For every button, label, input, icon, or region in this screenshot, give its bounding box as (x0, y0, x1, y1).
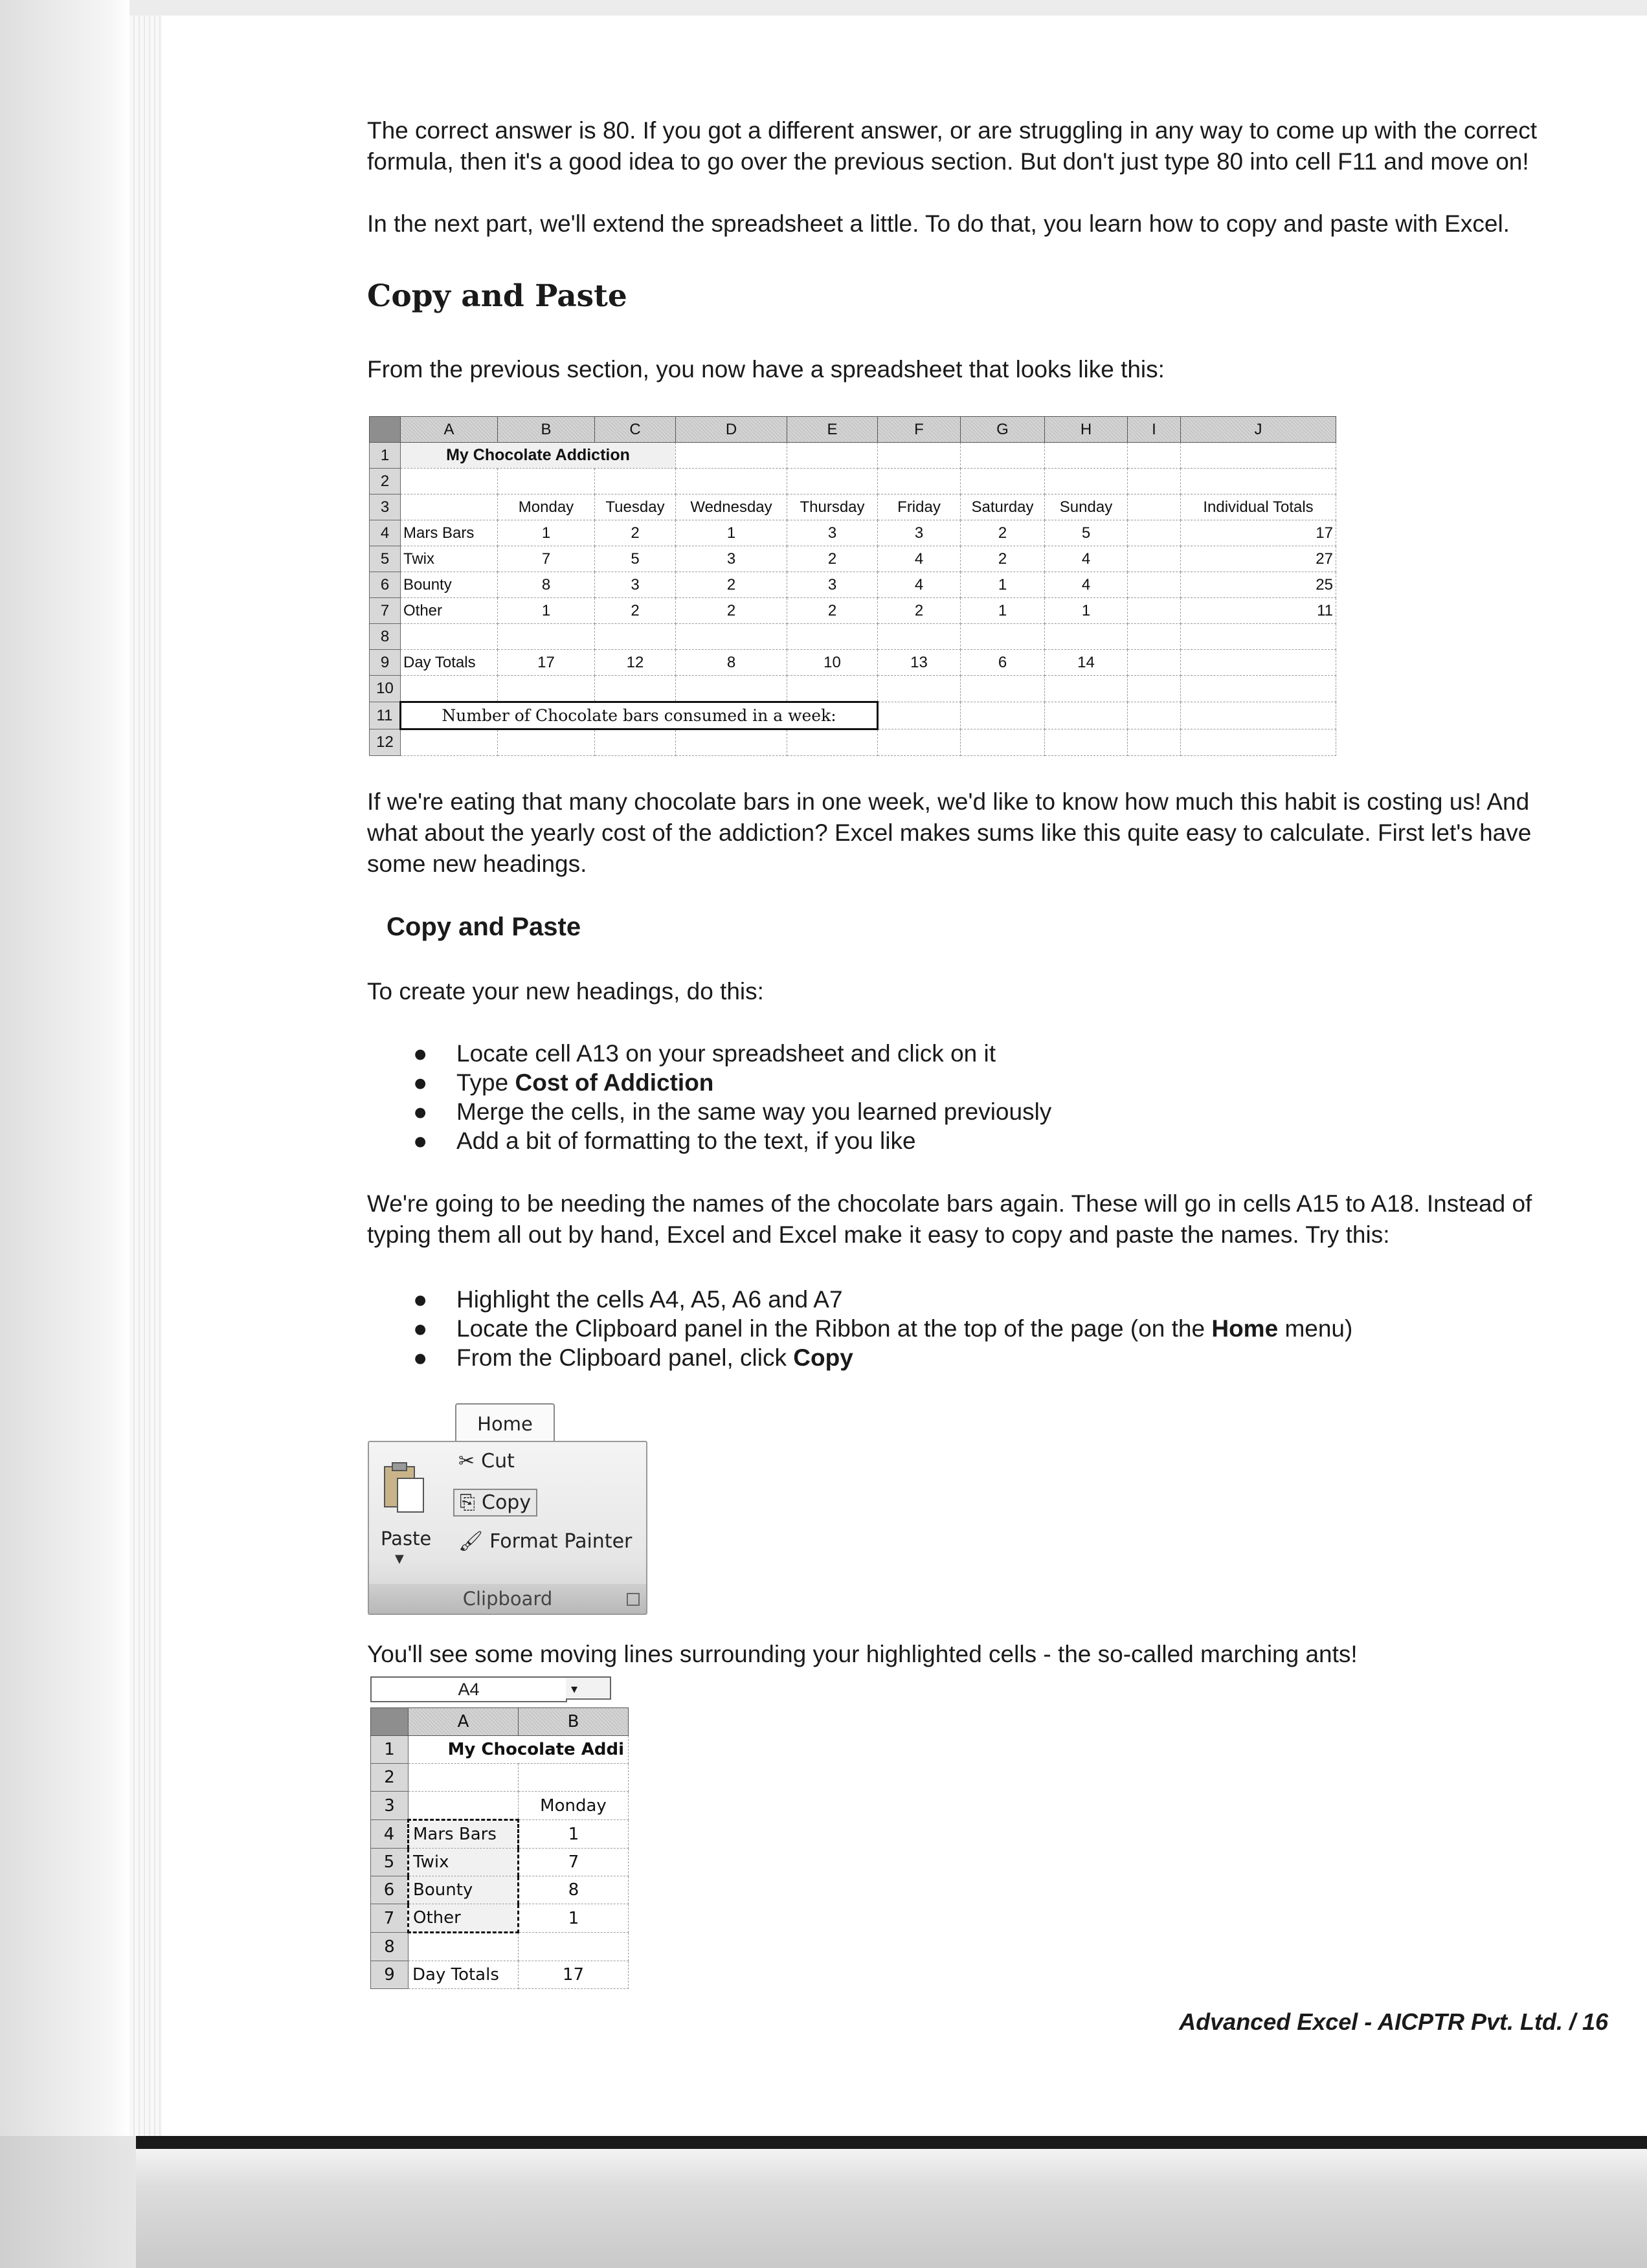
row-header[interactable]: 9 (370, 650, 401, 676)
value-cell[interactable]: 2 (676, 572, 787, 598)
label-cell[interactable]: Day Totals (409, 1961, 519, 1989)
paragraph-marching-ants: You'll see some moving lines surrounding your highlighted cells - the so-called marching ants! (367, 1641, 1358, 1667)
day-header-cell[interactable]: Saturday (961, 495, 1045, 520)
row-header[interactable]: 5 (371, 1849, 409, 1876)
list-item: ● Merge the cells, in the same way you learned previously (413, 1098, 1052, 1125)
column-header[interactable]: B (498, 417, 595, 443)
value-cell[interactable]: 8 (519, 1876, 629, 1904)
value-cell[interactable]: 4 (878, 572, 961, 598)
table-row (371, 1764, 629, 1792)
bullet-icon: ● (413, 1069, 428, 1096)
table-row (370, 572, 1336, 598)
value-cell[interactable]: 1 (961, 598, 1045, 624)
spreadsheet-chocolate (369, 416, 1336, 756)
intro-paragraph-1: The correct answer is 80. If you got a different answer, or are struggling in any way to come up with the correct formula, then it's a good idea to go over the previous section. But don't just type 80 into cell F11 and move on! (367, 117, 1538, 175)
intro-paragraph-2: In the next part, we'll extend the spreadsheet a little. To do that, you learn how to copy and paste with Excel. (367, 210, 1510, 237)
column-header[interactable]: I (1128, 417, 1181, 443)
value-cell[interactable]: 7 (498, 546, 595, 572)
bullet-icon: ● (413, 1128, 428, 1154)
table-row (371, 1849, 629, 1876)
bullet-icon: ● (413, 1098, 428, 1125)
sheet-title-cell[interactable]: My Chocolate Addiction (401, 443, 676, 469)
total-cell[interactable]: 11 (1181, 598, 1336, 624)
row-header[interactable]: 4 (371, 1820, 409, 1849)
row-header[interactable]: 5 (370, 546, 401, 572)
table-row (370, 443, 1336, 469)
table-row (371, 1820, 629, 1849)
scan-top-edge (0, 0, 1647, 16)
list-item: ● Locate cell A13 on your spreadsheet and click on it (413, 1040, 996, 1067)
subheading-copy-paste: Copy and Paste (387, 913, 581, 941)
row-header[interactable]: 4 (370, 520, 401, 546)
day-header-cell[interactable]: Thursday (787, 495, 878, 520)
day-total-cell[interactable]: 17 (519, 1961, 629, 1989)
label-cell[interactable]: Other (409, 1904, 519, 1933)
column-header[interactable]: A (401, 417, 498, 443)
row-header[interactable]: 6 (370, 572, 401, 598)
table-row (370, 598, 1336, 624)
value-cell[interactable]: 1 (1045, 598, 1128, 624)
list-item: ● Highlight the cells A4, A5, A6 and A7 (413, 1286, 843, 1313)
list-item: ● Locate the Clipboard panel in the Ribbon at the top of the page (on the Home menu) (413, 1315, 1353, 1342)
totals-header-cell[interactable]: Individual Totals (1181, 495, 1336, 520)
list-item: ● Add a bit of formatting to the text, if you like (413, 1128, 916, 1154)
row-header[interactable]: 1 (371, 1736, 409, 1764)
scissors-icon: ✂ (458, 1450, 475, 1473)
label-cell[interactable]: Bounty (401, 572, 498, 598)
table-row (371, 1961, 629, 1989)
day-total-cell[interactable]: 8 (676, 650, 787, 676)
row-header[interactable]: 8 (370, 624, 401, 650)
day-header-cell[interactable]: Monday (498, 495, 595, 520)
value-cell[interactable]: 3 (878, 520, 961, 546)
label-cell[interactable]: Twix (409, 1849, 519, 1876)
select-all-corner[interactable] (370, 417, 401, 443)
column-header[interactable]: D (676, 417, 787, 443)
select-all-corner[interactable] (371, 1708, 409, 1736)
value-cell[interactable]: 3 (787, 520, 878, 546)
paste-dropdown-icon[interactable]: ▼ (395, 1552, 404, 1566)
value-cell[interactable]: 2 (595, 598, 676, 624)
value-cell[interactable]: 1 (519, 1904, 629, 1933)
day-total-cell[interactable]: 10 (787, 650, 878, 676)
row-header[interactable]: 11 (370, 702, 401, 729)
table-row (370, 495, 1336, 520)
row-header[interactable]: 3 (370, 495, 401, 520)
label-cell[interactable]: Other (401, 598, 498, 624)
value-cell[interactable]: 7 (519, 1849, 629, 1876)
value-cell[interactable]: 2 (595, 520, 676, 546)
sheet-title-cell[interactable]: My Chocolate Addi (409, 1736, 629, 1764)
day-header-cell[interactable]: Friday (878, 495, 961, 520)
row-header[interactable]: 12 (370, 729, 401, 756)
day-header-cell[interactable]: Tuesday (595, 495, 676, 520)
value-cell[interactable]: 4 (1045, 572, 1128, 598)
table-row (370, 676, 1336, 702)
table-row (371, 1792, 629, 1820)
paragraph-cost: If we're eating that many chocolate bars in one week, we'd like to know how much this habit is costing us! And what about the yearly cost of the addiction? Excel makes sums like this quite easy to calculate. First let's have some new headings. (367, 788, 1532, 877)
value-cell[interactable]: 2 (961, 546, 1045, 572)
instruction-list-2 (408, 1285, 1352, 1372)
label-cell[interactable]: Mars Bars (401, 520, 498, 546)
column-header[interactable]: H (1045, 417, 1128, 443)
column-header[interactable]: J (1181, 417, 1336, 443)
value-cell[interactable]: 2 (787, 546, 878, 572)
name-box[interactable]: A4 (370, 1676, 567, 1702)
value-cell[interactable]: 5 (1045, 520, 1128, 546)
value-cell[interactable]: 1 (519, 1820, 629, 1849)
column-header[interactable]: F (878, 417, 961, 443)
paintbrush-icon: 🖌 (458, 1530, 484, 1553)
format-painter-button[interactable]: 🖌 Format Painter (458, 1530, 633, 1553)
week-total-label-cell[interactable]: Number of Chocolate bars consumed in a week: (401, 702, 878, 729)
page-stack-edges (129, 16, 162, 2145)
column-header[interactable]: B (519, 1708, 629, 1736)
instruction-list-1 (408, 1039, 1051, 1155)
clipboard-group-label: Clipboard (369, 1584, 646, 1614)
list-item: ● Type Cost of Addiction (413, 1069, 714, 1096)
copy-icon: ⎘ (460, 1491, 475, 1514)
label-cell[interactable]: Twix (401, 546, 498, 572)
scan-bottom-shadow (0, 2149, 1647, 2268)
row-header[interactable]: 7 (371, 1904, 409, 1933)
spreadsheet-marching-ants (370, 1707, 629, 1989)
paste-button[interactable]: Paste (381, 1528, 432, 1550)
name-box-dropdown-icon[interactable]: ▾ (566, 1676, 611, 1700)
copy-button[interactable]: ⎘ Copy (453, 1489, 537, 1517)
day-total-cell[interactable]: 6 (961, 650, 1045, 676)
table-row (371, 1933, 629, 1961)
value-cell[interactable]: 2 (878, 598, 961, 624)
day-total-cell[interactable]: 12 (595, 650, 676, 676)
bullet-icon: ● (413, 1286, 428, 1313)
tab-home[interactable]: Home (455, 1403, 555, 1443)
paragraph-names: We're going to be needing the names of the chocolate bars again. These will go in cells A15 to A18. Instead of typing them all out by hand, Excel and Excel make it easy to copy and paste the names. Try this: (367, 1190, 1532, 1248)
value-cell[interactable]: 1 (961, 572, 1045, 598)
value-cell[interactable]: 4 (878, 546, 961, 572)
day-header-cell[interactable]: Wednesday (676, 495, 787, 520)
dialog-launcher-icon[interactable] (627, 1593, 640, 1606)
table-row (370, 702, 1336, 729)
section-heading-copy-paste: Copy and Paste (367, 278, 627, 314)
clipboard-ribbon (368, 1403, 647, 1614)
table-row (371, 1904, 629, 1933)
table-row (370, 729, 1336, 756)
row-header[interactable]: 7 (370, 598, 401, 624)
cut-button[interactable]: ✂ Cut (458, 1450, 515, 1473)
paste-icon[interactable] (382, 1462, 426, 1515)
row-header[interactable]: 8 (371, 1933, 409, 1961)
value-cell[interactable]: 1 (676, 520, 787, 546)
clipboard-panel (368, 1441, 647, 1615)
row-header[interactable]: 6 (371, 1876, 409, 1904)
value-cell[interactable]: 3 (595, 572, 676, 598)
value-cell[interactable]: 8 (498, 572, 595, 598)
day-total-cell[interactable]: 17 (498, 650, 595, 676)
table-row (370, 650, 1336, 676)
day-header-cell[interactable]: Sunday (1045, 495, 1128, 520)
day-total-cell[interactable]: 14 (1045, 650, 1128, 676)
section-lead: From the previous section, you now have a spreadsheet that looks like this: (367, 356, 1165, 383)
table-row (370, 520, 1336, 546)
value-cell[interactable]: 4 (1045, 546, 1128, 572)
bullet-icon: ● (413, 1344, 428, 1371)
value-cell[interactable]: 1 (498, 598, 595, 624)
total-cell[interactable]: 17 (1181, 520, 1336, 546)
column-header[interactable]: C (595, 417, 676, 443)
bullet-icon: ● (413, 1315, 428, 1342)
subsection-lead: To create your new headings, do this: (367, 978, 764, 1005)
scan-bottom-corner (0, 2136, 136, 2268)
label-cell[interactable]: Day Totals (401, 650, 498, 676)
value-cell[interactable]: 2 (961, 520, 1045, 546)
row-header[interactable]: 1 (370, 443, 401, 469)
value-cell[interactable]: 2 (787, 598, 878, 624)
scan-bottom-line (136, 2136, 1647, 2149)
scan-left-shadow (0, 0, 129, 2136)
row-header[interactable]: 10 (370, 676, 401, 702)
column-header[interactable]: G (961, 417, 1045, 443)
value-cell[interactable]: 2 (676, 598, 787, 624)
row-header[interactable]: 2 (370, 469, 401, 495)
day-total-cell[interactable]: 13 (878, 650, 961, 676)
table-row (371, 1876, 629, 1904)
bullet-icon: ● (413, 1040, 428, 1067)
label-cell[interactable]: Bounty (409, 1876, 519, 1904)
value-cell[interactable]: 1 (498, 520, 595, 546)
value-cell[interactable]: 3 (676, 546, 787, 572)
row-header[interactable]: 9 (371, 1961, 409, 1989)
column-header[interactable]: E (787, 417, 878, 443)
value-cell[interactable]: 3 (787, 572, 878, 598)
label-cell[interactable]: Mars Bars (409, 1820, 519, 1849)
table-row (370, 469, 1336, 495)
list-item: ● From the Clipboard panel, click Copy (413, 1344, 853, 1371)
table-row (370, 624, 1336, 650)
row-header[interactable]: 2 (371, 1764, 409, 1792)
page-footer: Advanced Excel - AICPTR Pvt. Ltd. / 16 (1179, 2008, 1608, 2035)
total-cell[interactable]: 25 (1181, 572, 1336, 598)
table-row (371, 1736, 629, 1764)
column-header[interactable]: A (409, 1708, 519, 1736)
table-row (370, 546, 1336, 572)
day-header-cell[interactable]: Monday (519, 1792, 629, 1820)
row-header[interactable]: 3 (371, 1792, 409, 1820)
value-cell[interactable]: 5 (595, 546, 676, 572)
total-cell[interactable]: 27 (1181, 546, 1336, 572)
